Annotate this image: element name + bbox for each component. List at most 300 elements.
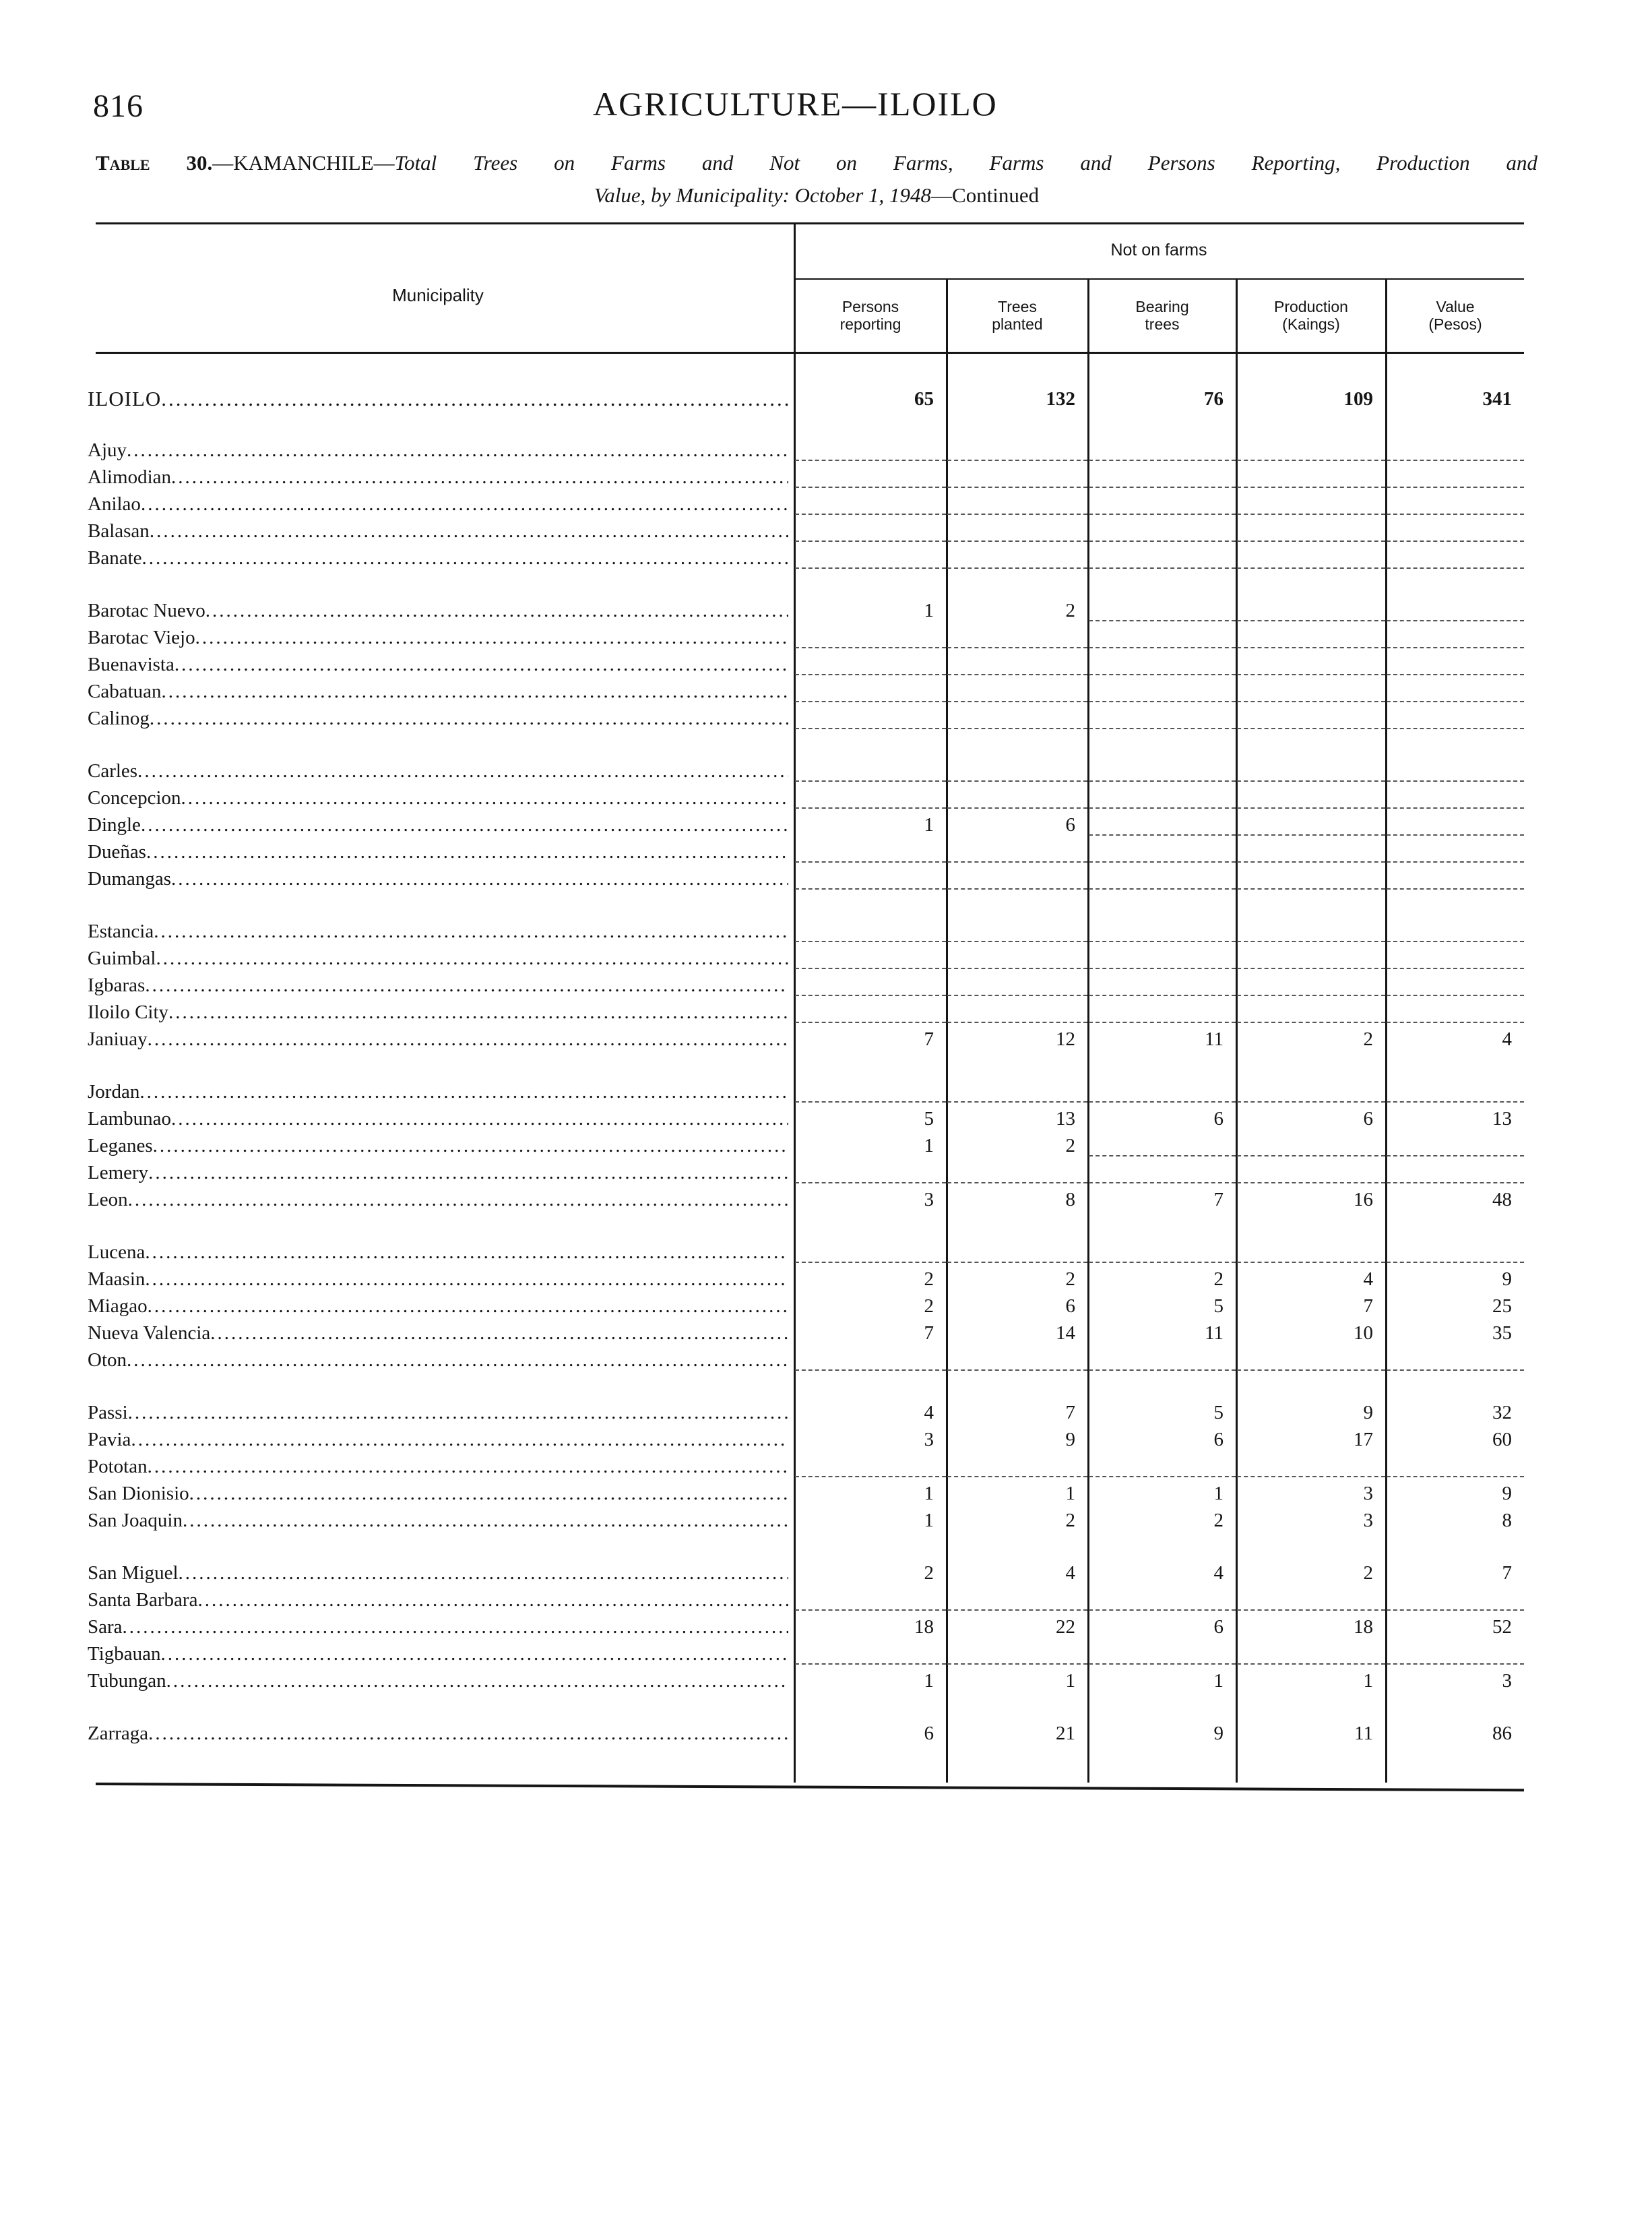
value-cell: [1237, 678, 1385, 702]
value-cell: [1089, 918, 1236, 942]
page-number: 816: [93, 88, 144, 124]
value-cell: 7: [1065, 1402, 1075, 1423]
value-cell: [1387, 784, 1524, 809]
value-cell: [947, 491, 1087, 515]
value-cell: [1089, 624, 1236, 648]
value-cell: [1237, 1347, 1385, 1371]
value-cell: 2: [1213, 1268, 1224, 1290]
municipality-sara: Sara .....: [88, 1613, 788, 1640]
value-cell: [1089, 1347, 1236, 1371]
value-cell: [1089, 437, 1236, 461]
municipality-leon: Leon .....: [88, 1186, 788, 1213]
table-label: Table 30.: [96, 151, 213, 175]
value-cell: 76: [1204, 388, 1224, 410]
municipality-ajuy: Ajuy .....: [88, 437, 788, 464]
value-cell: [947, 518, 1087, 542]
value-cell: 1: [1065, 1483, 1075, 1504]
value-cell: 9: [1363, 1402, 1373, 1423]
value-cell: [947, 437, 1087, 461]
table-row: [0, 1480, 1652, 1507]
value-cell: [1237, 437, 1385, 461]
table-row: [0, 491, 1652, 518]
table-row: [0, 1347, 1652, 1373]
municipality-dingle: Dingle .....: [88, 811, 788, 838]
value-cell: [1237, 1640, 1385, 1665]
value-cell: [1387, 624, 1524, 648]
value-cell: [947, 1640, 1087, 1665]
value-cell: [1237, 1239, 1385, 1263]
value-cell: [1237, 705, 1385, 729]
value-cell: [947, 784, 1087, 809]
municipality-guimbal: Guimbal .....: [88, 945, 788, 972]
value-cell: [1089, 705, 1236, 729]
value-cell: 1: [1213, 1483, 1224, 1504]
value-cell: [1237, 865, 1385, 890]
value-cell: 9: [1502, 1483, 1512, 1504]
municipality-leganes: Leganes .....: [88, 1132, 788, 1159]
value-cell: 2: [1065, 1510, 1075, 1531]
value-cell: [947, 1453, 1087, 1477]
value-cell: [947, 999, 1087, 1023]
value-cell: [795, 1453, 946, 1477]
table-row: [0, 1613, 1652, 1640]
value-cell: 18: [914, 1616, 934, 1638]
group-header: Not on farms: [1110, 241, 1207, 259]
value-cell: [1387, 1640, 1524, 1665]
value-cell: [1387, 918, 1524, 942]
value-cell: 60: [1492, 1429, 1512, 1450]
municipality-san-joaquin: San Joaquin .....: [88, 1507, 788, 1534]
value-cell: 1: [924, 1670, 934, 1692]
value-cell: [947, 651, 1087, 675]
value-cell: 3: [1502, 1670, 1512, 1692]
stub-header: Municipality: [392, 285, 484, 305]
value-cell: 6: [1213, 1108, 1224, 1130]
value-cell: [947, 865, 1087, 890]
value-cell: [1387, 1078, 1524, 1103]
value-cell: [795, 545, 946, 569]
table-row: [0, 597, 1652, 624]
value-cell: [1237, 464, 1385, 488]
municipality-due-as: Dueñas .....: [88, 838, 788, 865]
value-cell: [1387, 1159, 1524, 1183]
value-cell: 9: [1213, 1723, 1224, 1744]
value-cell: 1: [924, 1510, 934, 1531]
table-row: [0, 464, 1652, 491]
value-cell: [1237, 1078, 1385, 1103]
value-cell: 2: [924, 1295, 934, 1317]
value-cell: [947, 1586, 1087, 1611]
table-row: [0, 945, 1652, 972]
table-row: [0, 1667, 1652, 1694]
value-cell: [795, 705, 946, 729]
value-cell: [1387, 838, 1524, 863]
table-row: [0, 1426, 1652, 1453]
value-cell: [947, 1239, 1087, 1263]
table-row: [0, 972, 1652, 999]
value-cell: 6: [1065, 814, 1075, 836]
municipality-tigbauan: Tigbauan .....: [88, 1640, 788, 1667]
value-cell: [947, 758, 1087, 782]
value-cell: 1: [1065, 1670, 1075, 1692]
table-row: [0, 705, 1652, 732]
table-row: [0, 918, 1652, 945]
value-cell: 25: [1492, 1295, 1512, 1317]
value-cell: 16: [1354, 1189, 1373, 1210]
value-cell: [1237, 811, 1385, 836]
col-header-persons-reporting: Persons reporting: [839, 298, 901, 333]
table-row: [0, 865, 1652, 892]
value-cell: [1387, 518, 1524, 542]
table-row: [0, 1132, 1652, 1159]
value-cell: [1237, 838, 1385, 863]
value-cell: [1089, 1586, 1236, 1611]
value-cell: [1237, 1453, 1385, 1477]
municipality-nueva-valencia: Nueva Valencia .....: [88, 1320, 788, 1347]
municipality-dumangas: Dumangas .....: [88, 865, 788, 892]
table-row: [0, 1507, 1652, 1534]
value-cell: 9: [1502, 1268, 1512, 1290]
value-cell: 18: [1354, 1616, 1373, 1638]
value-cell: [1387, 1239, 1524, 1263]
value-cell: 7: [924, 1322, 934, 1344]
value-cell: 21: [1056, 1723, 1075, 1744]
col-header-value: Value (Pesos): [1428, 298, 1482, 333]
municipality-estancia: Estancia .....: [88, 918, 788, 945]
value-cell: 3: [924, 1189, 934, 1210]
value-cell: 2: [1363, 1028, 1373, 1050]
value-cell: 6: [1363, 1108, 1373, 1130]
municipality-zarraga: Zarraga .....: [88, 1720, 788, 1747]
value-cell: [795, 491, 946, 515]
value-cell: [1237, 784, 1385, 809]
value-cell: [1237, 1586, 1385, 1611]
value-cell: [1237, 999, 1385, 1023]
value-cell: [1387, 597, 1524, 621]
value-cell: [795, 972, 946, 996]
value-cell: [947, 464, 1087, 488]
table-row: [0, 1320, 1652, 1347]
table-row: [0, 1720, 1652, 1747]
value-cell: [1387, 758, 1524, 782]
value-cell: [1387, 545, 1524, 569]
table-row: [0, 1399, 1652, 1426]
value-cell: 3: [924, 1429, 934, 1450]
value-cell: [1089, 1453, 1236, 1477]
value-cell: [795, 838, 946, 863]
value-cell: [1089, 784, 1236, 809]
table-row: [0, 651, 1652, 678]
municipality-balasan: Balasan .....: [88, 518, 788, 545]
municipality-jordan: Jordan .....: [88, 1078, 788, 1105]
table-row: [0, 999, 1652, 1026]
value-cell: 7: [1502, 1562, 1512, 1584]
value-cell: [795, 945, 946, 969]
table-row: [0, 1266, 1652, 1293]
table-row: [0, 1105, 1652, 1132]
value-cell: [1237, 651, 1385, 675]
value-cell: 5: [924, 1108, 934, 1130]
value-cell: 4: [1363, 1268, 1373, 1290]
value-cell: 1: [1213, 1670, 1224, 1692]
table-row: [0, 545, 1652, 572]
table-row: [0, 1078, 1652, 1105]
value-cell: 2: [1065, 1268, 1075, 1290]
value-cell: [1089, 651, 1236, 675]
value-cell: 4: [1502, 1028, 1512, 1050]
value-cell: [1387, 464, 1524, 488]
municipality-alimodian: Alimodian .....: [88, 464, 788, 491]
value-cell: 2: [1065, 600, 1075, 621]
table-row: [0, 1186, 1652, 1213]
value-cell: 14: [1056, 1322, 1075, 1344]
value-cell: [795, 1347, 946, 1371]
value-cell: [795, 865, 946, 890]
value-cell: [1089, 838, 1236, 863]
value-cell: 52: [1492, 1616, 1512, 1638]
table-row: [0, 678, 1652, 705]
value-cell: [1387, 437, 1524, 461]
table-row: [0, 758, 1652, 784]
municipality-calinog: Calinog .....: [88, 705, 788, 732]
value-cell: 2: [924, 1268, 934, 1290]
value-cell: 86: [1492, 1723, 1512, 1744]
value-cell: 4: [1065, 1562, 1075, 1584]
municipality-barotac-nuevo: Barotac Nuevo .....: [88, 597, 788, 624]
value-cell: 65: [914, 388, 934, 410]
value-cell: [1089, 491, 1236, 515]
value-cell: [1387, 945, 1524, 969]
value-cell: [795, 678, 946, 702]
municipality-maasin: Maasin .....: [88, 1266, 788, 1293]
value-cell: [1387, 678, 1524, 702]
value-cell: 2: [1213, 1510, 1224, 1531]
value-cell: 10: [1354, 1322, 1373, 1344]
value-cell: [795, 918, 946, 942]
value-cell: [1089, 999, 1236, 1023]
value-cell: 4: [1213, 1562, 1224, 1584]
value-cell: 1: [924, 600, 934, 621]
table-row: [0, 1293, 1652, 1320]
municipality-banate: Banate .....: [88, 545, 788, 572]
municipality-anilao: Anilao .....: [88, 491, 788, 518]
value-cell: [1387, 865, 1524, 890]
value-cell: [1089, 464, 1236, 488]
value-cell: [947, 545, 1087, 569]
value-cell: 11: [1354, 1723, 1373, 1744]
value-cell: 5: [1213, 1295, 1224, 1317]
col-header-bearing-trees: Bearing trees: [1135, 298, 1189, 333]
value-cell: 22: [1056, 1616, 1075, 1638]
value-cell: [1089, 972, 1236, 996]
value-cell: [1089, 597, 1236, 621]
value-cell: 32: [1492, 1402, 1512, 1423]
municipality-san-dionisio: San Dionisio .....: [88, 1480, 788, 1507]
table-row: [0, 838, 1652, 865]
value-cell: [1089, 758, 1236, 782]
municipality-iloilo-city: Iloilo City .....: [88, 999, 788, 1026]
value-cell: 4: [924, 1402, 934, 1423]
value-cell: [1089, 1239, 1236, 1263]
value-cell: [1237, 1132, 1385, 1156]
value-cell: 11: [1205, 1322, 1224, 1344]
value-cell: 9: [1065, 1429, 1075, 1450]
value-cell: [1089, 678, 1236, 702]
caption-continued: —Continued: [931, 183, 1040, 207]
table-row: [0, 1453, 1652, 1480]
value-cell: [795, 518, 946, 542]
value-cell: [1089, 945, 1236, 969]
value-cell: [1387, 651, 1524, 675]
municipality-janiuay: Janiuay .....: [88, 1026, 788, 1053]
value-cell: [795, 999, 946, 1023]
value-cell: [947, 1159, 1087, 1183]
value-cell: [1089, 518, 1236, 542]
value-cell: [1089, 545, 1236, 569]
municipality-lambunao: Lambunao .....: [88, 1105, 788, 1132]
value-cell: 17: [1354, 1429, 1373, 1450]
value-cell: [1387, 972, 1524, 996]
municipality-lemery: Lemery .....: [88, 1159, 788, 1186]
municipality-santa-barbara: Santa Barbara .....: [88, 1586, 788, 1613]
municipality-pavia: Pavia .....: [88, 1426, 788, 1453]
value-cell: [795, 1239, 946, 1263]
municipality-buenavista: Buenavista .....: [88, 651, 788, 678]
value-cell: [795, 1078, 946, 1103]
value-cell: [947, 624, 1087, 648]
value-cell: 3: [1363, 1510, 1373, 1531]
municipality-cabatuan: Cabatuan .....: [88, 678, 788, 705]
value-cell: [1237, 624, 1385, 648]
value-cell: [1387, 705, 1524, 729]
table-row: [0, 518, 1652, 545]
value-cell: 6: [924, 1723, 934, 1744]
value-cell: [1237, 758, 1385, 782]
value-cell: [1089, 811, 1236, 836]
value-cell: [1387, 1132, 1524, 1156]
value-cell: [947, 838, 1087, 863]
table-subject: —KAMANCHILE—: [212, 151, 395, 175]
municipality-igbaras: Igbaras .....: [88, 972, 788, 999]
value-cell: 48: [1492, 1189, 1512, 1210]
value-cell: 11: [1205, 1028, 1224, 1050]
value-cell: 6: [1065, 1295, 1075, 1317]
value-cell: [947, 972, 1087, 996]
table-row: [0, 1586, 1652, 1613]
value-cell: [947, 945, 1087, 969]
value-cell: [1237, 1159, 1385, 1183]
caption-title-2: Value, by Municipality: October 1, 1948: [594, 183, 932, 207]
table-row: [0, 437, 1652, 464]
value-cell: 7: [924, 1028, 934, 1050]
value-cell: [1237, 545, 1385, 569]
value-cell: 6: [1213, 1429, 1224, 1450]
municipality-iloilo: ILOILO .....: [88, 385, 788, 412]
municipality-san-miguel: San Miguel .....: [88, 1559, 788, 1586]
caption-title-1: Total Trees on Farms and Not on Farms, Farms and Persons Reporting, Production and: [394, 151, 1537, 175]
value-cell: [1237, 945, 1385, 969]
value-cell: 132: [1046, 388, 1075, 410]
col-header-production: Production (Kaings): [1274, 298, 1348, 333]
value-cell: 2: [1065, 1135, 1075, 1156]
value-cell: [947, 1078, 1087, 1103]
value-cell: [795, 624, 946, 648]
municipality-passi: Passi .....: [88, 1399, 788, 1426]
value-cell: [1387, 811, 1524, 836]
municipality-carles: Carles .....: [88, 758, 788, 784]
value-cell: [795, 651, 946, 675]
value-cell: 35: [1492, 1322, 1512, 1344]
value-cell: [795, 464, 946, 488]
value-cell: [1237, 597, 1385, 621]
value-cell: 2: [924, 1562, 934, 1584]
value-cell: 3: [1363, 1483, 1373, 1504]
value-cell: 13: [1492, 1108, 1512, 1130]
municipality-barotac-viejo: Barotac Viejo .....: [88, 624, 788, 651]
table-row: [0, 1559, 1652, 1586]
value-cell: [1387, 1586, 1524, 1611]
value-cell: [1237, 972, 1385, 996]
municipality-oton: Oton .....: [88, 1347, 788, 1373]
value-cell: [1089, 1132, 1236, 1156]
value-cell: [1387, 1453, 1524, 1477]
value-cell: [1237, 491, 1385, 515]
value-cell: [1237, 518, 1385, 542]
value-cell: 341: [1482, 388, 1512, 410]
municipality-pototan: Pototan .....: [88, 1453, 788, 1480]
value-cell: [947, 678, 1087, 702]
col-header-trees-planted: Trees planted: [992, 298, 1043, 333]
value-cell: 2: [1363, 1562, 1373, 1584]
total-row: [0, 385, 1652, 412]
table-row: [0, 1159, 1652, 1186]
table-row: [0, 1640, 1652, 1667]
value-cell: [1237, 918, 1385, 942]
value-cell: [1089, 1640, 1236, 1665]
value-cell: 5: [1213, 1402, 1224, 1423]
table-row: [0, 1026, 1652, 1053]
value-cell: [795, 437, 946, 461]
value-cell: [1387, 999, 1524, 1023]
value-cell: [1089, 1078, 1236, 1103]
value-cell: [947, 1347, 1087, 1371]
value-cell: 13: [1056, 1108, 1075, 1130]
value-cell: [1387, 1347, 1524, 1371]
municipality-lucena: Lucena .....: [88, 1239, 788, 1266]
value-cell: [795, 1159, 946, 1183]
value-cell: [795, 1586, 946, 1611]
value-cell: [1089, 865, 1236, 890]
table-row: [0, 624, 1652, 651]
value-cell: 6: [1213, 1616, 1224, 1638]
value-cell: 1: [1363, 1670, 1373, 1692]
value-cell: [947, 918, 1087, 942]
value-cell: 8: [1065, 1189, 1075, 1210]
value-cell: [795, 784, 946, 809]
running-title: AGRICULTURE—ILOILO: [593, 85, 998, 123]
table-row: [0, 811, 1652, 838]
municipality-concepcion: Concepcion .....: [88, 784, 788, 811]
value-cell: [1387, 491, 1524, 515]
table-row: [0, 1239, 1652, 1266]
value-cell: 1: [924, 1483, 934, 1504]
value-cell: 109: [1343, 388, 1373, 410]
value-cell: [1089, 1159, 1236, 1183]
municipality-miagao: Miagao .....: [88, 1293, 788, 1320]
value-cell: [795, 1640, 946, 1665]
value-cell: 1: [924, 814, 934, 836]
value-cell: [947, 705, 1087, 729]
